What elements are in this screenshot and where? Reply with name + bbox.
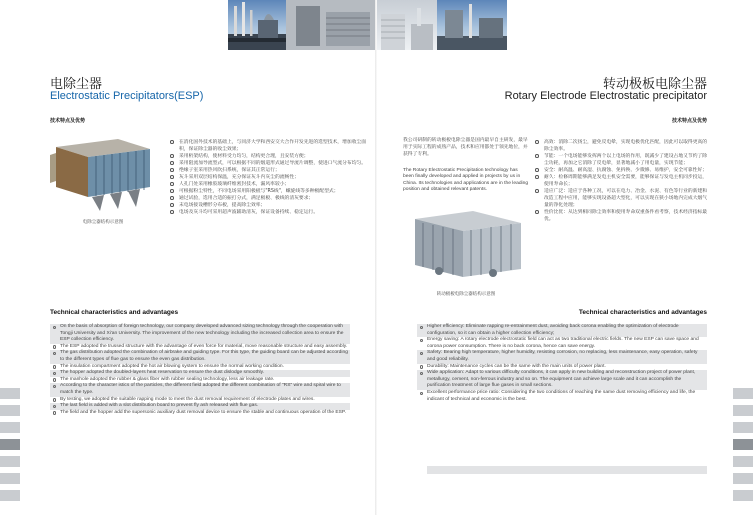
list-item: 性价比优：从达到相同除尘效率和使用寿命双重条件看考察，技术经济指标最优。 [535,209,709,223]
list-item: The last field is added with a slot distribution board to prevent fly ash released with flue gas. [50,403,350,410]
list-item: 绝缘子室采用热风吹扫系统，保证其正常运行； [170,167,368,174]
side-tab [0,422,20,433]
side-tab [733,422,753,433]
bullet-icon [420,365,423,368]
list-item: 安全：耐高温、耐高湿、抗腐蚀、免拆换、少微修、易维护，安全可靠性好； [535,167,709,174]
page-title-en: Rotary Electrode Electrostatic precipitator [504,90,707,102]
section-heading-en: Technical characteristics and advantages [50,309,179,316]
side-tabs-left [0,388,20,507]
bullet-icon [170,210,174,214]
bullet-icon [535,154,539,158]
bullet-icon [53,378,56,381]
side-tab [733,473,753,484]
bullet-icon [53,365,56,368]
footer-band [427,466,707,474]
side-tab-active [733,439,753,450]
bullet-icon [535,189,539,193]
list-item: Excellent performance price ratio: Considering the two conditions of reaching the same dust removing efficiency and life, the indicant of technical and economic is the best. [417,390,707,403]
section-heading-cn: 技术特点及优势 [50,118,86,124]
features-list-cn [535,139,709,223]
plant-graphic [437,0,507,50]
list-item: According to the character istics of the particles, the different field adopted the different combination of "RS" wire and spiral wire to match the type. [50,383,350,396]
intro-paragraph-en: The Rotary Electrostatic Precipitation technology has been finally developed and applied in projects by us in China. Its technologies and applications are in the leading position and obtained relevant patents. [403,168,529,193]
factory-photo [377,0,437,50]
list-item: 节能：一个电场能够发挥两个以上电场的作用，既减少了建设占地又节约了除尘功耗，再加之它消除了反电晕，显著地减小了用电量，实现节能； [535,153,709,167]
bullet-icon [420,372,423,375]
list-item: The field and the hopper add the supersonic auxiliary dust removal device to ensure the stable and continuous operation of the ESP. [50,410,350,417]
left-page [0,0,376,515]
list-item: 通过试验，选用合适的振打分式，满足极板、极线的清灰要求； [170,195,368,202]
side-tab [733,405,753,416]
side-tab [0,388,20,399]
page-title-cn: 电除尘器 [50,77,103,92]
list-item: 适应广泛：适应于各种工况，可以在电力、冶金、水泥、有色等行业的新建和改造工程中应用，能够实现设备超大型化，可以实现在狭小场地内完成大烟气量的净化处理； [535,188,709,209]
bullet-icon [170,168,174,172]
power-plant-graphic [228,0,286,50]
list-item: 灰斗采用双层结构保温，充分保证灰斗内灰尘的流畅性； [170,174,368,181]
section-heading-cn: 技术特点及优势 [671,118,707,124]
bullet-icon [170,189,174,193]
list-item: 末电场接设槽形分布板，提高除尘效率； [170,202,368,209]
bullet-icon [170,154,174,158]
side-tab [0,473,20,484]
bullet-icon [420,392,423,395]
bullet-icon [53,398,56,401]
figure-caption: 电除尘器结构示意图 [82,220,124,225]
list-item: The manhole adopted the rubber & glass fiber with rubber sealing technology, less air leakage rate. [50,377,350,384]
side-tab-active [0,439,20,450]
list-item: 电场及灰斗均可采用超声波辅助清灰，保证设备持续、稳定运行。 [170,209,368,216]
side-tab [733,456,753,467]
list-item: Safety: Bearing high temperature, higher humidity, resisting corrosion, no replacing, less maintenance, easy operation, safety and good reliability. [417,350,707,363]
bullet-icon [170,175,174,179]
bullet-icon [170,140,174,144]
features-list-en [417,324,707,403]
list-item: Durability: Maintenance cycles can be the same with the main units of power plant. [417,364,707,371]
bullet-icon [420,339,423,342]
factory-graphic [377,0,437,50]
bullet-icon [53,411,56,414]
bullet-icon [535,175,539,179]
features-list-en [50,324,350,416]
list-item: Higher efficiency: Eliminate rapping re-entrainment dust, avoiding back corona enabling the optimization of electrode configuration, so it can obtain a higher collection efficiency; [417,324,707,337]
list-item: 采用桁架结构，使材料受力均匀，结构更合理，且安装方便； [170,153,368,160]
bullet-icon [535,140,539,144]
bullet-icon [53,345,56,348]
esp-illustration [48,135,158,217]
bullet-icon [420,326,423,329]
bullet-icon [420,352,423,355]
side-tab [733,388,753,399]
bullet-icon [170,203,174,207]
page-title-en: Electrostatic Precipitators(ESP) [50,90,204,102]
side-tabs-right [733,388,753,507]
list-item: 耐久：检修周期能够满足发电主机安全需要，能够保证与发电主机同步投运，使用寿命长； [535,174,709,188]
bullet-icon [170,182,174,186]
list-item: 高效：消除二次扬尘，避免反电晕，实现电极优化匹配，因此可以取得更高的除尘效率。 [535,139,709,153]
rotary-esp-illustration [403,205,529,289]
plant-photo [437,0,507,50]
features-list-cn [170,139,368,216]
list-item: 可根据粉尘特性，不同电场采用阳极板与"RS线"，螺旋线等多种极配型式； [170,188,368,195]
bullet-icon [535,168,539,172]
side-tab [0,405,20,416]
list-item: 人孔门处采用橡胶玻璃纤维密封技术，漏风率较小； [170,181,368,188]
list-item: The hopper adopted the doubled-layers heat reservation to ensure the dust dislodge smoothly. [50,370,350,377]
list-item: Wide application: Adapt to various difficulty conditions, it can apply in new building and reconstruction project of power plant, metallurgy, cement, non-ferrous industry and so on. The equipment can achieve large scale and it can accomplish the purification treatment of large flue gases in small sections. [417,370,707,390]
list-item: The gas distribution adopted the combination of airbrake and guiding type. For this type, the guiding board can be adjusted according to the different types of flue gas to ensure the even gas distribution. [50,350,350,363]
list-item: By testing, we adopted the suitable rapping mode to meet the dust removal requirement of electrode plates and wires. [50,397,350,404]
industrial-graphic [286,0,376,50]
bullet-icon [53,352,56,355]
bullet-icon [53,385,56,388]
side-tab [0,490,20,501]
bullet-icon [53,405,56,408]
power-plant-photo [228,0,286,50]
list-item: On the basis of absorption of foreign technology, our company developed advanced sizing technology through the cooperation with Tongji University and Xi'an University. The improvement of the new technology including the increased collection area to ensure the ESP collection efficiency. [50,324,350,344]
bullet-icon [170,161,174,165]
list-item: 采用阻流加导流型式，可以根据不同的烟道形式通过导流片调整，使进口气流分布均匀。 [170,160,368,167]
list-item: Energy saving: A rotary electrode electrostatic field can act as two traditional electric fields. The new ESP can save space and corona power consumption. There is no back corona, hence can save energy. [417,337,707,350]
side-tab [733,490,753,501]
bullet-icon [170,196,174,200]
bullet-icon [535,210,539,214]
bullet-icon [53,372,56,375]
list-item: 在消化国外技术的基础上，与同济大学和西安交大合作开发先进的选型技术，增加收尘面积，保证除尘器的收尘效果； [170,139,368,153]
figure-caption: 转动极板电除尘器结构示意图 [436,292,496,297]
side-tab [0,456,20,467]
esp-structure-figure [48,135,158,227]
list-item: The insulation compartment adopted the hot air blowing system to ensure the normal working condition. [50,364,350,371]
industrial-photo [286,0,376,50]
right-page [377,0,753,515]
rotary-esp-figure [403,205,529,301]
intro-paragraph-cn: 我公司研制的转动极板电除尘器是国内最早自主研发，最早用于实际工程的成熟产品，技术和应用都处于领先地位，并获得了专利。 [403,138,528,157]
page-title-cn: 转动极板电除尘器 [602,77,707,92]
bullet-icon [53,326,56,329]
section-heading-en: Technical characteristics and advantages [578,309,707,316]
list-item: The ESP adopted the trussed structure with the advantage of even force for material, move reasonable structure and easy assembly. [50,344,350,351]
